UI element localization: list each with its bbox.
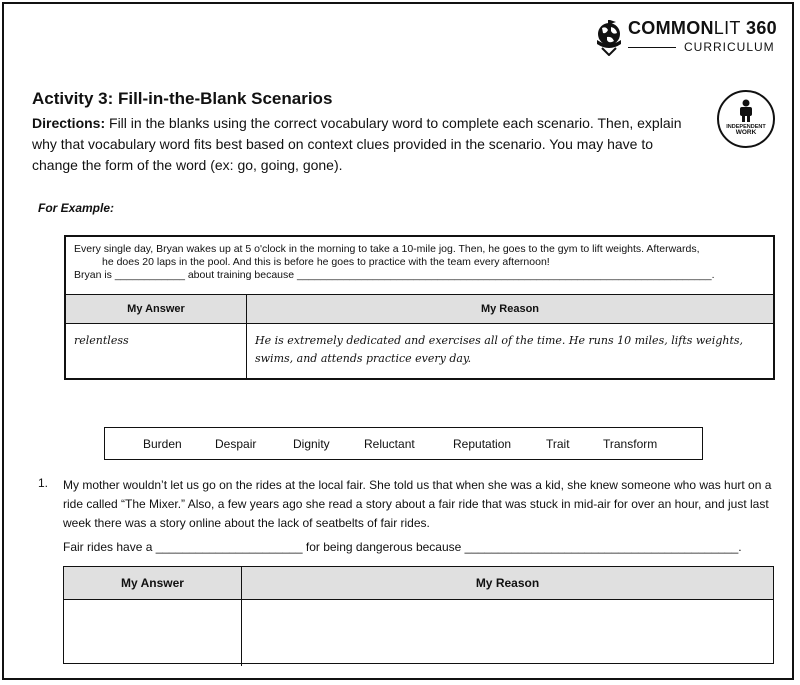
word-bank-item: Trait (546, 437, 570, 451)
reason-cell[interactable] (242, 600, 774, 667)
activity-title: Activity 3: Fill-in-the-Blank Scenarios (32, 89, 333, 108)
example-label: For Example: (38, 201, 115, 215)
question-text: My mother wouldn’t let us go on the rides at the local fair. She told us that when she was a kid, she knew someone who was hurt on a ride called “The Mixer.” Also, a few years ago she read a story about a fair ride that was stuck in mid-air for over an hour, and just last week there was a story online about the lack of seatbelts of fair rides. (63, 478, 772, 530)
logo-divider (628, 47, 676, 48)
answer-cell[interactable] (64, 600, 242, 667)
answer-table (64, 567, 773, 666)
word-bank-item: Transform (603, 437, 658, 451)
word-bank-item: Burden (143, 437, 182, 451)
example-table (66, 294, 773, 379)
worksheet-page (2, 2, 794, 680)
col-header-reason: My Reason (242, 567, 774, 600)
word-bank (104, 427, 703, 460)
word-bank-item: Reputation (453, 437, 512, 451)
question-sentence[interactable]: Fair rides have a ______________________ for being dangerous because _________________________________________. (63, 540, 742, 554)
col-header-answer: My Answer (66, 295, 247, 324)
word-bank-item: Despair (215, 437, 257, 451)
commonlit-logo (594, 18, 777, 56)
answer-box (63, 566, 774, 664)
col-header-reason: My Reason (247, 295, 774, 324)
col-header-answer: My Answer (64, 567, 242, 600)
person-icon (736, 99, 756, 123)
word-bank-item: Dignity (293, 437, 330, 451)
question-number: 1. (38, 476, 49, 490)
word-bank-item: Reluctant (364, 437, 415, 451)
globe-flag-icon (594, 18, 624, 56)
example-box (64, 235, 775, 380)
directions: Directions: Fill in the blanks using the correct vocabulary word to complete each scenario. Then, explain why that vocabulary word fits best based on context clues provided in the scenario. You may have to change the form of the word (ex: go, going, gone). (32, 115, 682, 173)
example-scenario: Every single day, Bryan wakes up at 5 o'clock in the morning to take a 10-mile jog. Then, he goes to the gym to lift weights. Afterwards, he does 20 laps in the pool. And this is before he goes to practice with the team every afternoon! Bryan is ____________ about training because _______________________________________________________________________. (74, 243, 715, 281)
example-reason: He is extremely dedicated and exercises all of the time. He runs 10 miles, lifts weights, swims, and attends practice every day. (255, 334, 744, 365)
logo-brand: COMMONLIT 360 (628, 18, 777, 38)
independent-work-badge: INDEPENDENT WORK (717, 90, 775, 148)
logo-subtitle: CURRICULUM (684, 40, 775, 54)
example-answer: relentless (66, 324, 247, 379)
